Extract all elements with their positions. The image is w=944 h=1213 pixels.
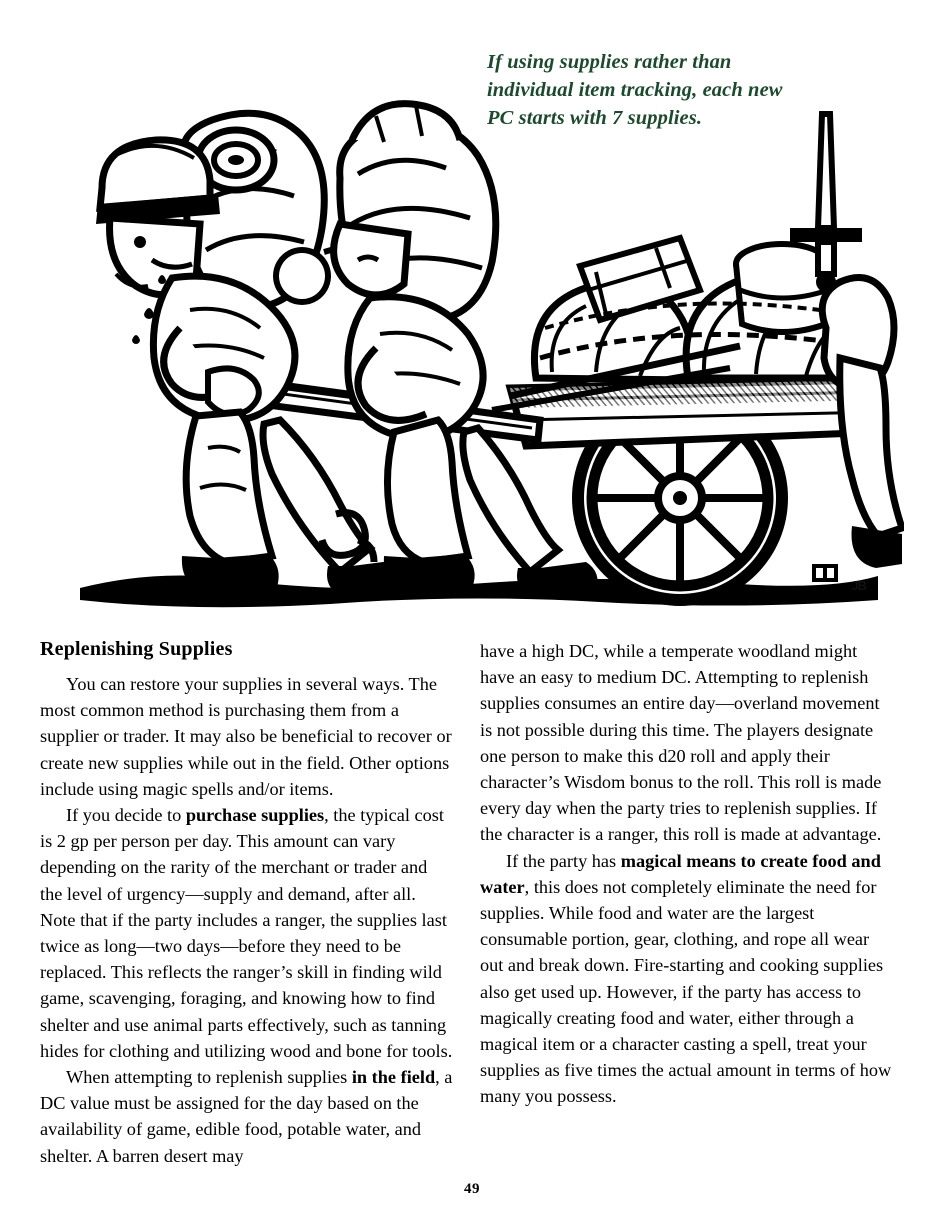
- text-run: , this does not completely eliminate the need for supplies. While food and water are the largest consumable portion, gear, clothing, and rope all wear out and break down. Fire-starting and cooking supplies also get used up. However, if the party has access to magically creating food and water, either through a magical item or a character casting a spell, treat your supplies as five times the actual amount in terms of how many you possess.: [480, 876, 892, 1107]
- right-column-paragraphs: [480, 638, 894, 1110]
- text-run: , a DC value must be assigned for the day based on the availability of game, edible food, potable water, and shelter. A barren desert may: [40, 1067, 453, 1166]
- paragraph-p4: [480, 638, 894, 848]
- emphasis-term: magical means to create food and water: [480, 850, 881, 897]
- paragraph-p5: [480, 848, 894, 1110]
- text-run: If the party has: [506, 850, 621, 871]
- text-run: You can restore your supplies in several ways. The most common method is purchasing them from a supplier or trader. It may also be beneficial to recover or create new supplies while out in the field. Other options include using magic spells and/or items.: [40, 674, 452, 799]
- emphasis-term: purchase supplies: [185, 805, 325, 826]
- paragraph-p2: [40, 802, 454, 1064]
- paragraph-p1: [40, 671, 454, 802]
- page-number: 49: [464, 1181, 480, 1197]
- pull-quote: If using supplies rather than individual item tracking, each new PC starts with 7 supplies.: [487, 51, 783, 129]
- text-run: have a high DC, while a temperate woodland might have an easy to medium DC. Attempting to replenish supplies consumes an entire day—overland movement is not possible during this time. The players designate one person to make this d20 roll and apply their character’s Wisdom bonus to the roll. This roll is made every day when the party tries to replenish supplies. If the character is a ranger, this roll is made at advantage.: [480, 641, 882, 845]
- column-right: [480, 638, 894, 1110]
- page-title: Replenishing Supplies: [40, 638, 233, 660]
- text-run: When attempting to replenish supplies: [66, 1067, 352, 1088]
- emphasis-term: in the field: [351, 1067, 436, 1088]
- text-run: , the typical cost is 2 gp per person per day. This amount can vary depending on the rarity of the merchant or trader and the level of urgency—supply and demand, after all. Note that if the party includes a ranger, the supplies last twice as long—two days—before they need to be replaced. This reflects the ranger’s skill in finding wild game, scavenging, foraging, and knowing how to find shelter and use animal parts effectively, such as tanning hides for clothing and utilizing wood and bone for tools.: [40, 805, 453, 1061]
- paragraph-p3: [40, 1064, 454, 1169]
- artist-signature: JB: [851, 578, 866, 593]
- left-column-paragraphs: [40, 671, 454, 1169]
- column-left: [40, 638, 454, 1169]
- body-columns: [40, 638, 906, 1178]
- cart-and-load: [492, 114, 882, 446]
- text-run: If you decide to: [66, 805, 186, 826]
